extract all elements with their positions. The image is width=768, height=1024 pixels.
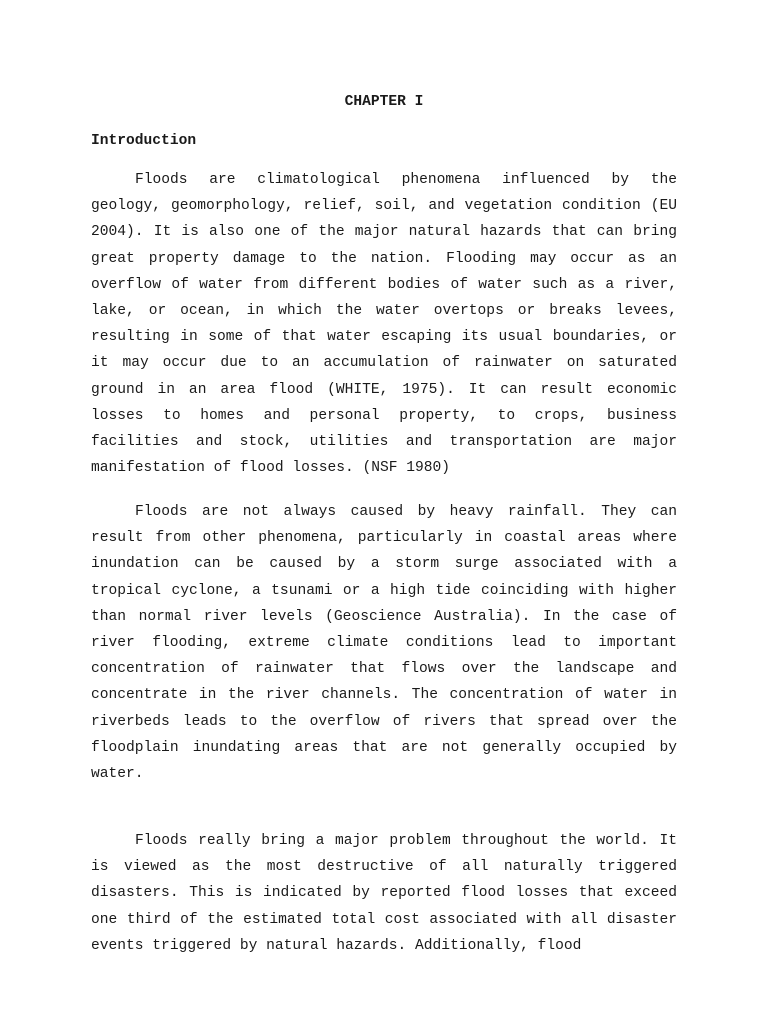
section-title: Introduction xyxy=(91,133,197,149)
chapter-title: CHAPTER I xyxy=(344,94,424,110)
body-paragraph: Floods are not always caused by heavy rainfall. They can result from other phenomena, particularly in coastal areas where inundation can be caused by a storm surge associated with a tropical cyclone, a tsunami or a high tide coinciding with higher than normal river levels (Geoscience Australia). In the case of river flooding, extreme climate conditions lead to important concentration of rainwater that flows over the landscape and concentrate in the river channels. The concentration of water in riverbeds leads to the overflow of rivers that spread over the floodplain inundating areas that are not generally occupied by water. xyxy=(91,504,677,783)
body-paragraph: Floods really bring a major problem throughout the world. It is viewed as the most destructive of all naturally triggered disasters. This is indicated by reported flood losses that exceed one third of the estimated total cost associated with all disaster events triggered by natural hazards. Additionally, flood xyxy=(91,833,677,954)
body-paragraph: Floods are climatological phenomena influenced by the geology, geomorphology, relief, soil, and vegetation condition (EU 2004). It is also one of the major natural hazards that can bring great property damage to the nation. Flooding may occur as an overflow of water from different bodies of water such as a river, lake, or ocean, in which the water overtops or breaks levees, resulting in some of that water escaping its usual boundaries, or it may occur due to an accumulation of rainwater on saturated ground in an area flood (WHITE, 1975). It can result economic losses to homes and personal property, to crops, business facilities and stock, utilities and transportation are major manifestation of flood losses. (NSF 1980) xyxy=(91,172,677,477)
